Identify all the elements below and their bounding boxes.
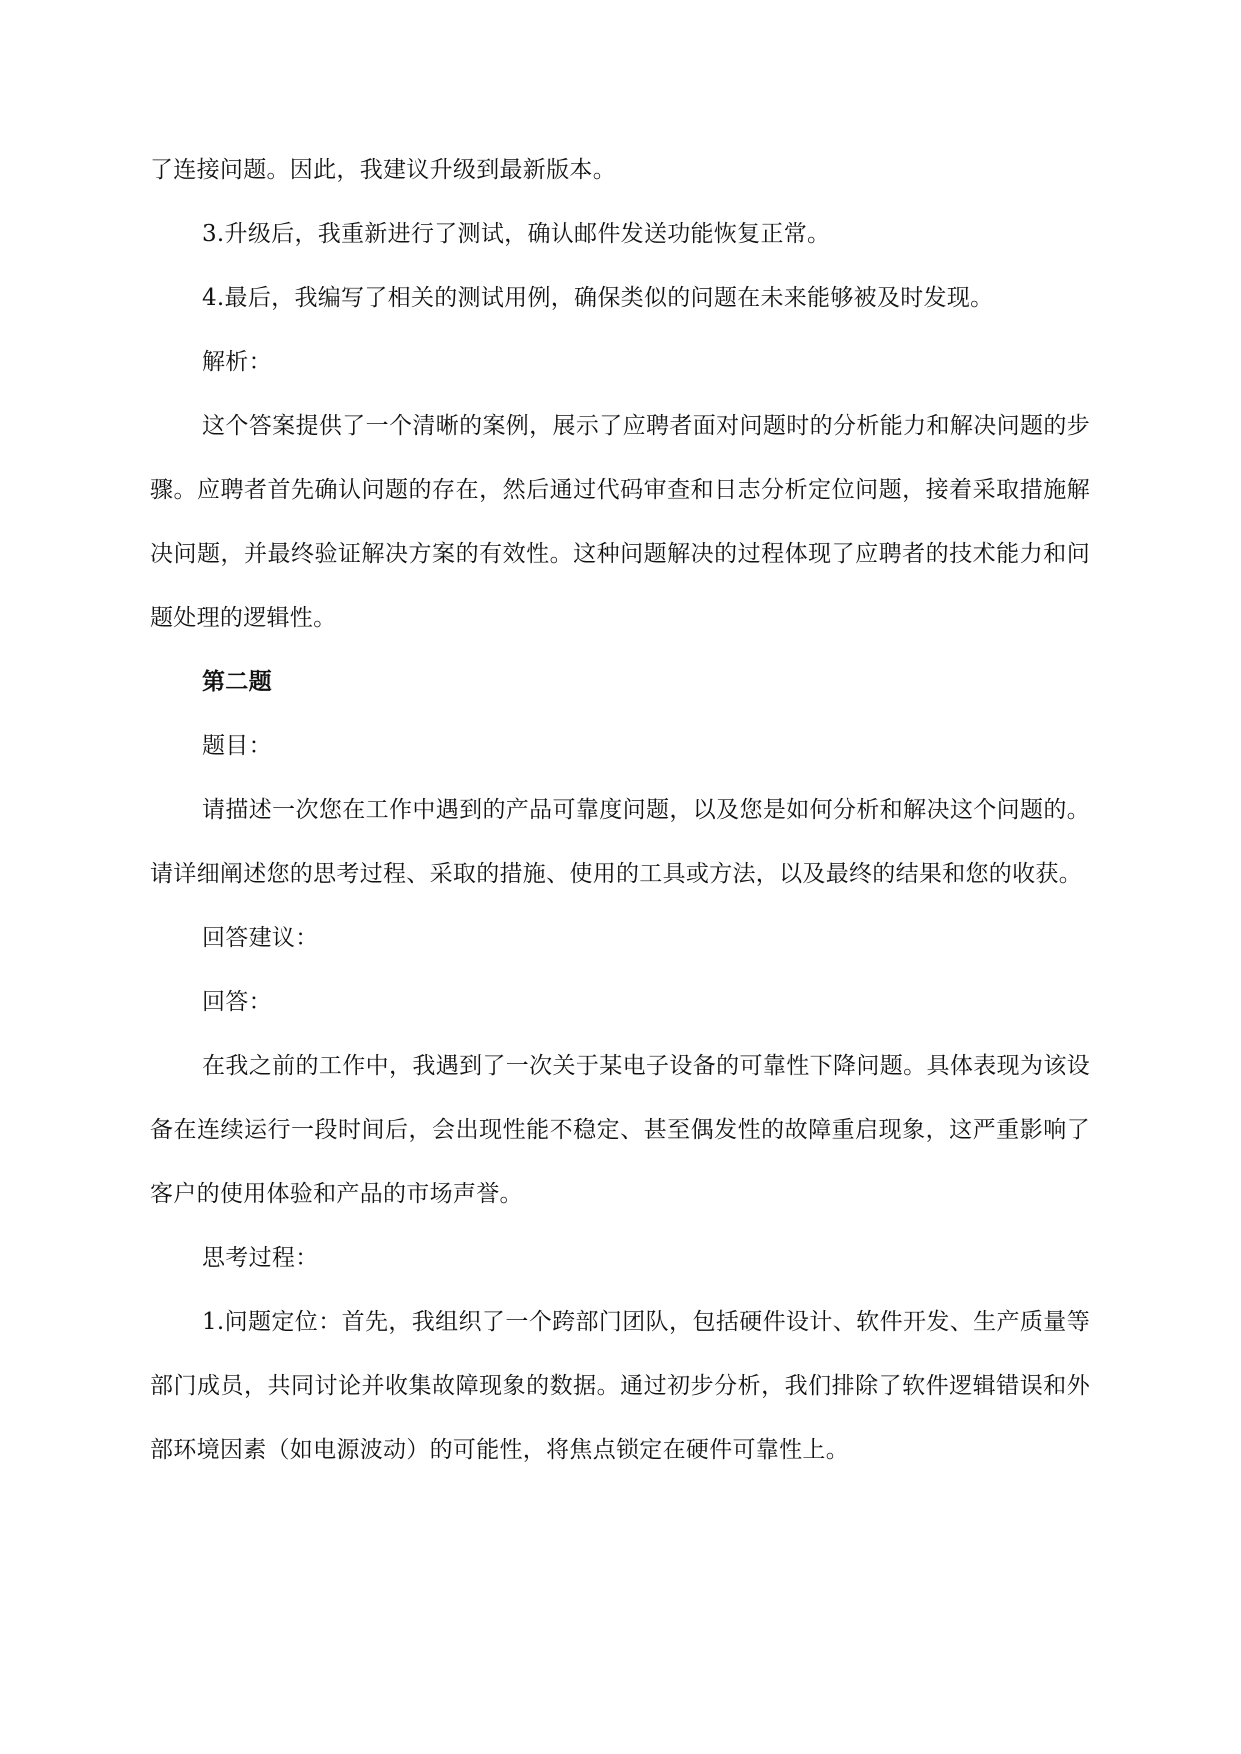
label-answer: 回答： xyxy=(202,989,272,1015)
document-page xyxy=(150,138,1090,1482)
label-analysis: 解析： xyxy=(202,349,272,375)
label-answer-suggestion: 回答建议： xyxy=(202,925,319,951)
paragraph-analysis: 这个答案提供了一个清晰的案例，展示了应聘者面对问题时的分析能力和解决问题的步骤。应聘者首先确认问题的存在，然后通过代码审查和日志分析定位问题，接着采取措施解决问题，并最终验证解决方案的有效性。这种问题解决的过程体现了应聘者的技术能力和问题处理的逻辑性。 xyxy=(150,413,1090,631)
label-thinking-process: 思考过程： xyxy=(202,1245,319,1271)
paragraph-step-3: 3.升级后，我重新进行了测试，确认邮件发送功能恢复正常。 xyxy=(202,221,831,247)
paragraph-problem-location: 1.问题定位：首先，我组织了一个跨部门团队，包括硬件设计、软件开发、生产质量等部门成员，共同讨论并收集故障现象的数据。通过初步分析，我们排除了软件逻辑错误和外部环境因素（如电源波动）的可能性，将焦点锁定在硬件可靠性上。 xyxy=(150,1309,1090,1463)
paragraph-answer: 在我之前的工作中，我遇到了一次关于某电子设备的可靠性下降问题。具体表现为该设备在连续运行一段时间后，会出现性能不稳定、甚至偶发性的故障重启现象，这严重影响了客户的使用体验和产品的市场声誉。 xyxy=(150,1053,1090,1207)
label-question: 题目： xyxy=(202,733,272,759)
paragraph-continuation: 了连接问题。因此，我建议升级到最新版本。 xyxy=(150,157,616,183)
paragraph-step-4: 4.最后，我编写了相关的测试用例，确保类似的问题在未来能够被及时发现。 xyxy=(202,285,994,311)
paragraph-question: 请描述一次您在工作中遇到的产品可靠度问题，以及您是如何分析和解决这个问题的。请详细阐述您的思考过程、采取的措施、使用的工具或方法，以及最终的结果和您的收获。 xyxy=(150,797,1090,887)
section-heading-question-2: 第二题 xyxy=(202,668,272,695)
